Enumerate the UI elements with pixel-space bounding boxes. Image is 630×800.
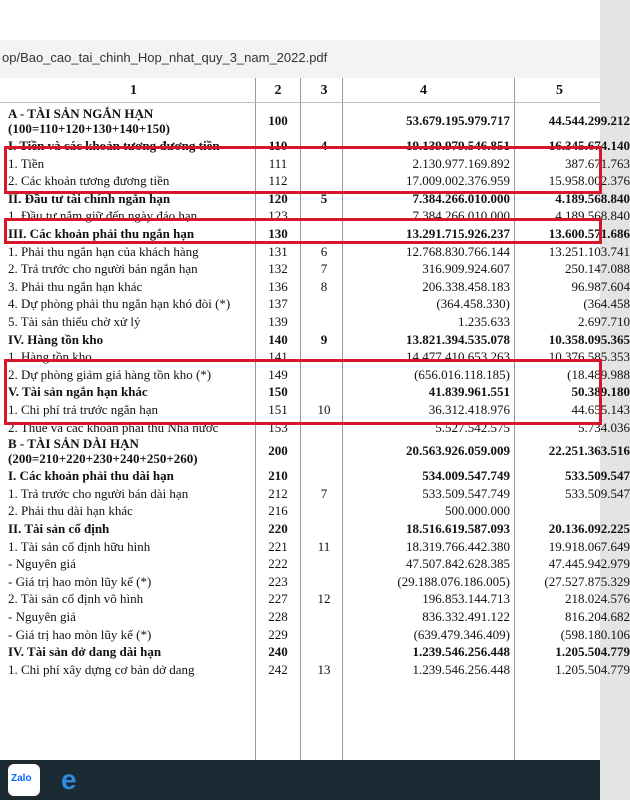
row-code: 153 [268, 419, 288, 435]
row-label-line: (200=210+220+230+240+250+260) [8, 451, 198, 467]
row-label: - Nguyên giá [8, 609, 76, 624]
row-note: 7 [320, 485, 328, 501]
row-prior-value: 218.024.576 [565, 591, 630, 607]
row-current-value: 533.509.547.749 [422, 485, 510, 501]
highlight-box [4, 146, 602, 194]
row-code: 137 [268, 296, 288, 312]
row-code: 100 [268, 113, 288, 128]
row-current-value: 41.839.961.551 [428, 384, 510, 400]
row-label: 1. Tiền [8, 155, 45, 171]
address-url[interactable]: op/Bao_cao_tai_chinh_Hop_nhat_quy_3_nam_2022.pdf [2, 50, 328, 65]
row-label: 1. Tài sản cố định hữu hình [8, 538, 151, 554]
table-row [0, 555, 630, 572]
table-row [0, 436, 630, 467]
row-code: 149 [268, 366, 288, 382]
row-current-value: (639.479.346.409) [413, 626, 510, 642]
row-current-value: 206.338.458.183 [422, 278, 510, 294]
row-code: 223 [268, 573, 288, 589]
row-current-value: 7.384.266.010.000 [412, 190, 510, 206]
table-row [0, 313, 630, 330]
row-label: 1. Chi phí xây dựng cơ bản dở dang [8, 661, 195, 677]
row-prior-value: 50.389.180 [571, 384, 630, 400]
row-label: 2. Dự phòng giảm giá hàng tồn kho (*) [8, 366, 212, 382]
table-row [0, 590, 630, 607]
row-code: 212 [268, 485, 288, 501]
row-prior-value: 10.376.585.353 [548, 349, 630, 365]
row-label: 2. Tài sản cố định vô hình [8, 591, 144, 607]
table-row [0, 643, 630, 660]
row-code: 136 [268, 278, 288, 294]
row-code: 151 [268, 402, 288, 417]
table-row [0, 106, 630, 136]
row-prior-value: 533.509.547 [565, 468, 630, 484]
taskbar [0, 760, 600, 800]
row-note: 9 [320, 331, 328, 347]
row-prior-value: 96.987.604 [571, 278, 630, 294]
column-header: 2 [274, 83, 282, 98]
row-prior-value: 2.697.710 [578, 314, 630, 329]
row-label: 1. Đầu tư nắm giữ đến ngày đáo hạn [8, 208, 198, 224]
row-label-line: B - TÀI SẢN DÀI HẠN [8, 436, 139, 452]
row-current-value: 18.319.766.442.380 [406, 538, 510, 554]
row-current-value: 500.000.000 [445, 503, 510, 519]
row-current-value: 13.821.394.535.078 [406, 331, 510, 347]
row-label: 3. Phải thu ngắn hạn khác [8, 278, 143, 294]
balance-sheet-table [0, 78, 630, 760]
table-row [0, 626, 630, 643]
row-current-value: 47.507.842.628.385 [406, 556, 510, 572]
row-label: V. Tài sản ngắn hạn khác [8, 384, 148, 400]
row-current-value: 196.853.144.713 [422, 591, 510, 607]
row-code: 120 [268, 190, 288, 206]
row-prior-value: (18.489.988 [567, 366, 630, 382]
edge-icon[interactable]: e [56, 764, 88, 796]
row-note: 7 [320, 261, 328, 277]
row-current-value: 1.239.546.256.448 [412, 644, 510, 660]
table-row [0, 485, 630, 502]
row-note: 12 [317, 591, 331, 607]
table-row [0, 661, 630, 678]
row-prior-value: 1.205.504.779 [555, 644, 630, 660]
highlight-box [4, 218, 602, 244]
row-label: 1. Phải thu ngắn hạn của khách hàng [8, 243, 199, 259]
row-code: 139 [268, 314, 288, 329]
row-current-value: (364.458.330) [436, 296, 510, 312]
row-code: 150 [268, 384, 288, 400]
row-label: 1. Chi phí trả trước ngắn hạn [8, 402, 159, 417]
row-current-value: 14.477.410.653.263 [406, 349, 510, 365]
pdf-document-view[interactable] [0, 78, 630, 760]
row-label: II. Tài sản cố định [8, 521, 110, 536]
row-label: 2. Thuế và các khoản phải thu Nhà nước [8, 419, 219, 435]
table-row [0, 243, 630, 260]
row-label: I. Tiền và các khoản tương đương tiền [8, 138, 220, 153]
row-prior-value: 16.345.674.140 [548, 138, 630, 153]
row-current-value: 1.235.633 [458, 314, 510, 329]
row-label: II. Đầu tư tài chính ngắn hạn [8, 190, 171, 206]
row-label: 2. Trả trước cho người bán ngắn hạn [8, 261, 198, 277]
header-divider [0, 102, 600, 103]
row-label [8, 436, 198, 466]
row-current-value: (29.188.076.186.005) [397, 573, 510, 589]
column-header: 5 [556, 83, 563, 98]
column-header: 3 [320, 83, 328, 98]
row-prior-value: 250.147.088 [565, 261, 630, 277]
row-current-value: 53.679.195.979.717 [406, 113, 510, 128]
row-note: 11 [317, 538, 331, 554]
highlight-box [4, 359, 602, 425]
row-current-value: 316.909.924.607 [422, 261, 510, 277]
column-header: 4 [420, 83, 427, 98]
table-row [0, 520, 630, 537]
row-label: 4. Dự phòng phải thu ngắn hạn khó đòi (*) [8, 296, 231, 312]
row-code: 229 [268, 626, 288, 642]
row-code: 222 [268, 556, 288, 572]
row-current-value: 12.768.830.766.144 [406, 243, 510, 259]
row-label: - Giá trị hao mòn lũy kế (*) [8, 626, 152, 642]
row-code: 123 [268, 208, 288, 224]
row-code: 221 [268, 538, 288, 554]
row-prior-value: 44.544.299.212 [548, 113, 630, 128]
row-label: I. Các khoản phải thu dài hạn [8, 468, 174, 484]
table-row [0, 502, 600, 519]
table-row [0, 331, 630, 348]
column-header: 1 [130, 83, 137, 98]
row-label: 2. Phải thu dài hạn khác [8, 503, 133, 519]
row-prior-value: 387.671.763 [565, 155, 630, 171]
row-code: 132 [268, 261, 288, 277]
row-code: 216 [268, 503, 288, 519]
row-current-value: 836.332.491.122 [422, 609, 510, 624]
row-prior-value: (598.180.106 [560, 626, 630, 642]
row-label: IV. Hàng tồn kho [8, 331, 104, 347]
table-row [0, 278, 630, 295]
row-code: 220 [268, 521, 288, 536]
window-top-strip [0, 0, 600, 40]
row-prior-value: 20.136.092.225 [548, 521, 630, 536]
row-note: 13 [317, 661, 331, 677]
row-prior-value: 44.655.143 [571, 402, 630, 417]
row-current-value: 7.384.266.010.000 [412, 208, 510, 224]
row-prior-value: 10.358.095.365 [548, 331, 630, 347]
row-label: - Giá trị hao mòn lũy kế (*) [8, 573, 152, 589]
table-row [0, 295, 630, 312]
row-code: 242 [268, 661, 288, 677]
row-prior-value: 4.189.568.840 [555, 190, 630, 206]
row-note: 4 [320, 138, 328, 153]
row-prior-value: 19.918.067.649 [548, 538, 630, 554]
row-label-line: A - TÀI SẢN NGẮN HẠN [8, 106, 154, 121]
row-prior-value: 13.251.103.741 [548, 243, 630, 259]
row-prior-value: 5.734.036 [578, 419, 630, 435]
row-code: 131 [268, 243, 288, 259]
row-prior-value: 4.189.568.840 [555, 208, 630, 224]
table-header-row [0, 82, 600, 99]
row-code: 227 [268, 591, 288, 607]
row-current-value: 19.139.979.546.851 [406, 138, 510, 153]
row-code: 228 [268, 609, 288, 624]
row-prior-value: (27.527.875.329 [544, 573, 630, 589]
row-current-value: 534.009.547.749 [422, 468, 510, 484]
table-row [0, 608, 630, 625]
row-label: 1. Hàng tồn kho [8, 349, 92, 365]
table-row [0, 467, 630, 484]
row-prior-value: 13.600.571.686 [548, 226, 630, 241]
row-current-value: 18.516.619.587.093 [406, 521, 510, 536]
row-code: 130 [268, 226, 288, 241]
row-current-value: 5.527.542.575 [435, 419, 510, 435]
row-prior-value: (364.458 [583, 296, 630, 312]
row-prior-value: 816.204.682 [565, 609, 630, 624]
row-note: 5 [320, 190, 328, 206]
row-label: IV. Tài sản dở dang dài hạn [8, 644, 162, 660]
row-note: 10 [317, 402, 331, 417]
row-label: 5. Tài sản thiếu chờ xử lý [8, 314, 141, 329]
row-prior-value: 1.205.504.779 [555, 661, 630, 677]
row-label: - Nguyên giá [8, 556, 76, 572]
row-prior-value: 533.509.547 [565, 485, 630, 501]
row-prior-value: 47.445.942.979 [548, 556, 630, 572]
table-row [0, 260, 630, 277]
zalo-icon[interactable]: Zalo [8, 764, 40, 796]
row-code: 110 [268, 138, 288, 153]
row-note: 8 [320, 278, 328, 294]
row-label: III. Các khoản phải thu ngắn hạn [8, 226, 195, 241]
address-bar[interactable] [0, 40, 600, 79]
table-row [0, 538, 630, 555]
row-current-value: (656.016.118.185) [414, 366, 510, 382]
row-current-value: 36.312.418.976 [428, 402, 510, 417]
row-code: 141 [268, 349, 288, 365]
row-code: 112 [268, 173, 288, 189]
row-code: 111 [268, 155, 288, 171]
row-label: 2. Các khoản tương đương tiền [8, 173, 170, 189]
table-row [0, 573, 630, 590]
row-current-value: 17.009.002.376.959 [406, 173, 510, 189]
row-prior-value: 15.958.002.376 [548, 173, 630, 189]
row-note: 6 [320, 243, 328, 259]
row-prior-value: 22.251.363.516 [548, 443, 630, 459]
row-label-line: (100=110+120+130+140+150) [8, 121, 170, 136]
row-current-value: 20.563.926.059.009 [406, 443, 510, 459]
row-current-value: 13.291.715.926.237 [406, 226, 510, 241]
row-label [8, 106, 170, 136]
row-label: 1. Trả trước cho người bán dài hạn [8, 485, 189, 501]
row-code: 240 [268, 644, 288, 660]
row-current-value: 1.239.546.256.448 [412, 661, 510, 677]
row-code: 200 [268, 443, 288, 459]
row-code: 140 [268, 331, 288, 347]
row-code: 210 [268, 468, 288, 484]
row-current-value: 2.130.977.169.892 [412, 155, 510, 171]
